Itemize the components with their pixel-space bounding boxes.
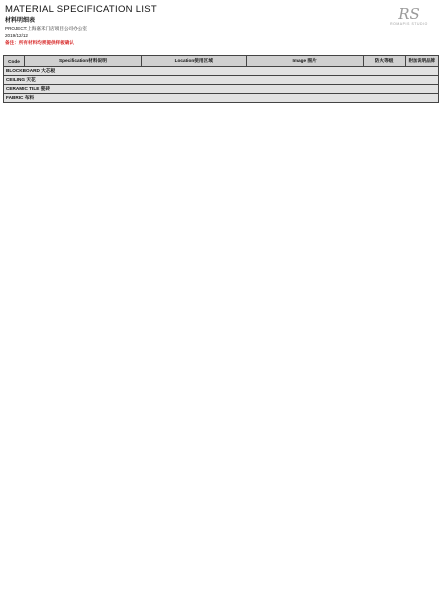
section-title: FABRIC 布料: [4, 94, 439, 103]
col-supplier: 附加说明品牌: [405, 56, 439, 67]
remark-line: 备注：所有材料均须提供样板确认: [5, 40, 74, 45]
col-location: Location使用区域: [142, 56, 247, 67]
document-subtitle: 材料明细表: [5, 17, 36, 24]
col-code: Code: [4, 56, 25, 67]
project-line: PROJECT:上海嘉禾门店项目公司办公室: [5, 26, 87, 31]
logo-mark: RS: [398, 5, 420, 23]
col-level: 防火等级: [363, 56, 405, 67]
section-title: CERAMIC TILE 瓷砖: [4, 85, 439, 94]
col-image: Image 图片: [246, 56, 363, 67]
section-row: [4, 94, 439, 103]
section-row: [4, 76, 439, 85]
table-header-row: [4, 56, 439, 67]
spec-table: [3, 55, 439, 103]
logo-name: ROMAPIS STUDIO: [390, 22, 428, 26]
rs-logo: [389, 6, 429, 26]
date-line: 2019/12/12: [5, 33, 28, 38]
section-row: [4, 67, 439, 76]
section-title: BLOCKBOARD 大芯板: [4, 67, 439, 76]
col-spec: Specification材料说明: [24, 56, 141, 67]
document-header: [5, 4, 435, 56]
document-title: MATERIAL SPECIFICATION LIST: [5, 4, 158, 15]
section-row: [4, 85, 439, 94]
section-title: CEILING 天花: [4, 76, 439, 85]
table-body: [4, 67, 439, 103]
